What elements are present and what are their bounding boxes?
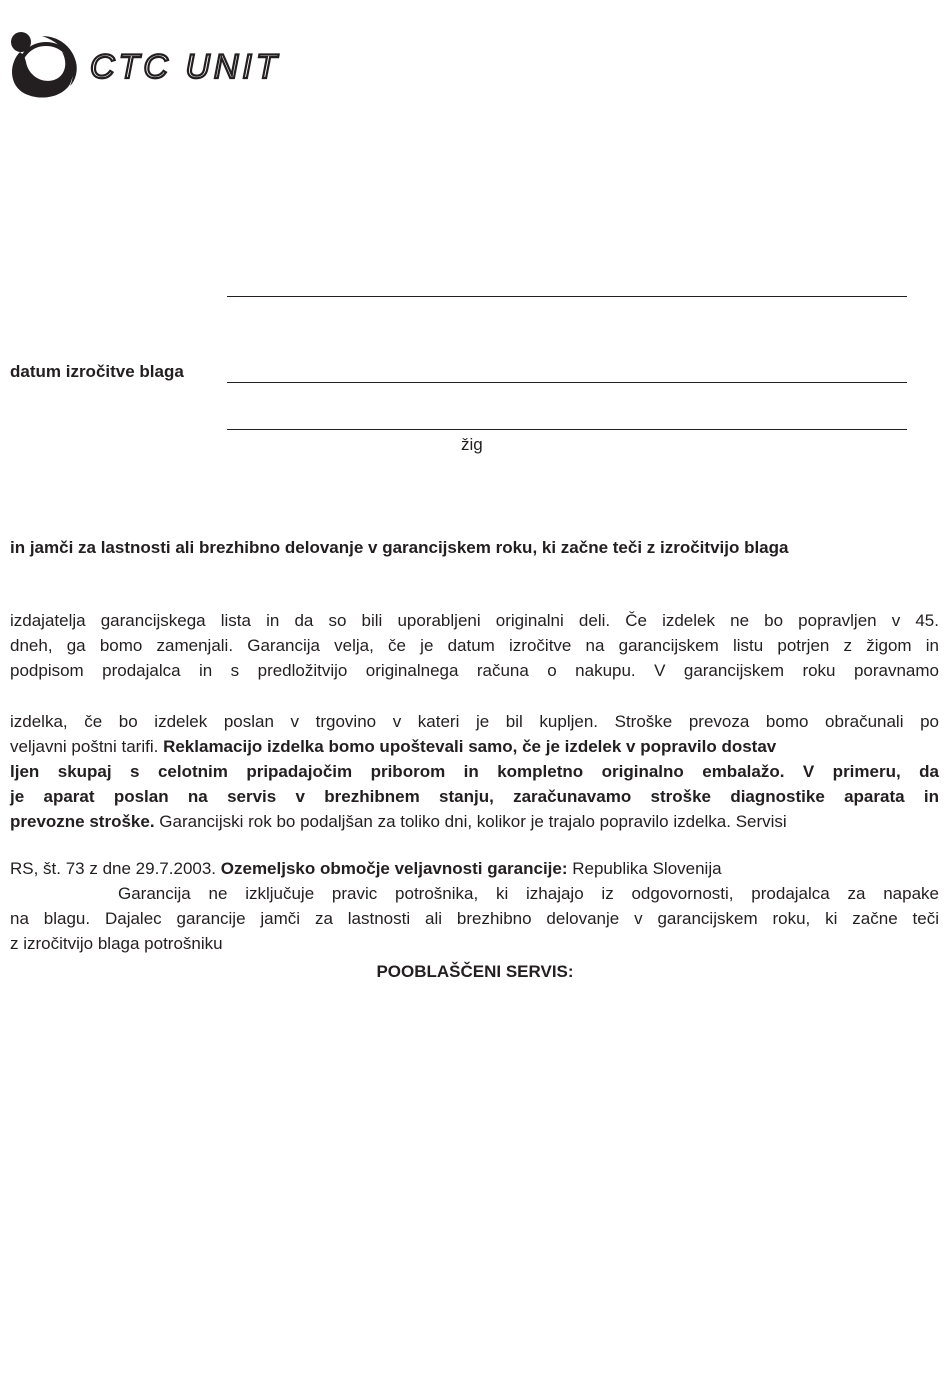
text-line: na blagu. Dajalec garancije jamči za lastnosti ali brezhibno delovanje v garancijskem roku, ki začne teči xyxy=(10,909,939,928)
guarantee-paragraph-2 xyxy=(10,709,939,834)
text-segment: veljavni poštni tarifi. xyxy=(10,737,159,756)
text-line-bold: je aparat poslan na servis v brezhibnem stanju, zaračunavamo stroške diagnostike aparata in xyxy=(10,787,939,806)
guarantee-paragraph-1 xyxy=(10,608,939,683)
text-line: podpisom prodajalca in s predložitvijo originalnega računa o nakupu. V garancijskem roku poravnamo xyxy=(10,661,939,680)
text-line: dneh, ga bomo zamenjali. Garancija velja, če je datum izročitve na garancijskem listu potrjen z žigom in xyxy=(10,636,939,655)
stamp-label: žig xyxy=(461,435,483,454)
text-segment: Republika Slovenija xyxy=(572,859,722,878)
text-segment: Garancijski rok bo podaljšan za toliko dni, kolikor je trajalo popravilo izdelka. Servisi xyxy=(159,812,787,831)
text-line xyxy=(10,734,939,759)
text-line: z izročitvijo blaga potrošniku xyxy=(10,934,223,953)
text-line: Garancija ne izključuje pravic potrošnika, ki izhajajo iz odgovornosti, prodajalca za napake xyxy=(118,884,939,903)
text-line: izdajatelja garancijskega lista in da so bili uporabljeni originalni deli. Če izdelek ne bo popravljen v 45. xyxy=(10,611,939,630)
delivery-date-line xyxy=(227,382,907,383)
stamp-line xyxy=(227,429,907,430)
text-line xyxy=(10,809,939,834)
guarantee-heading: in jamči za lastnosti ali brezhibno delovanje v garancijskem roku, ki začne teči z izročitvijo blaga xyxy=(10,538,789,557)
delivery-date-label: datum izročitve blaga xyxy=(10,362,184,381)
ctc-unit-logo xyxy=(8,28,308,100)
text-segment: RS, št. 73 z dne 29.7.2003. xyxy=(10,859,217,878)
text-line-bold: ljen skupaj s celotnim pripadajočim priborom in kompletno originalno embalažo. V primeru, da xyxy=(10,762,939,781)
text-segment-bold: prevozne stroške. xyxy=(10,812,155,831)
logo-wordmark: CTC UNIT xyxy=(90,48,281,86)
text-line xyxy=(10,856,939,881)
text-segment-bold: Reklamacijo izdelka bomo upoštevali samo, če je izdelek v popravilo dostav xyxy=(163,737,777,756)
guarantee-paragraph-3 xyxy=(10,856,939,956)
signature-line-1 xyxy=(227,296,907,297)
authorized-service-title: POOBLAŠČENI SERVIS: xyxy=(376,962,574,981)
text-segment-bold: Ozemeljsko območje veljavnosti garancije: xyxy=(220,859,568,878)
logo-mark-icon xyxy=(11,32,77,98)
text-line: izdelka, če bo izdelek poslan v trgovino v kateri je bil kupljen. Stroške prevoza bomo obračunali po xyxy=(10,712,939,731)
